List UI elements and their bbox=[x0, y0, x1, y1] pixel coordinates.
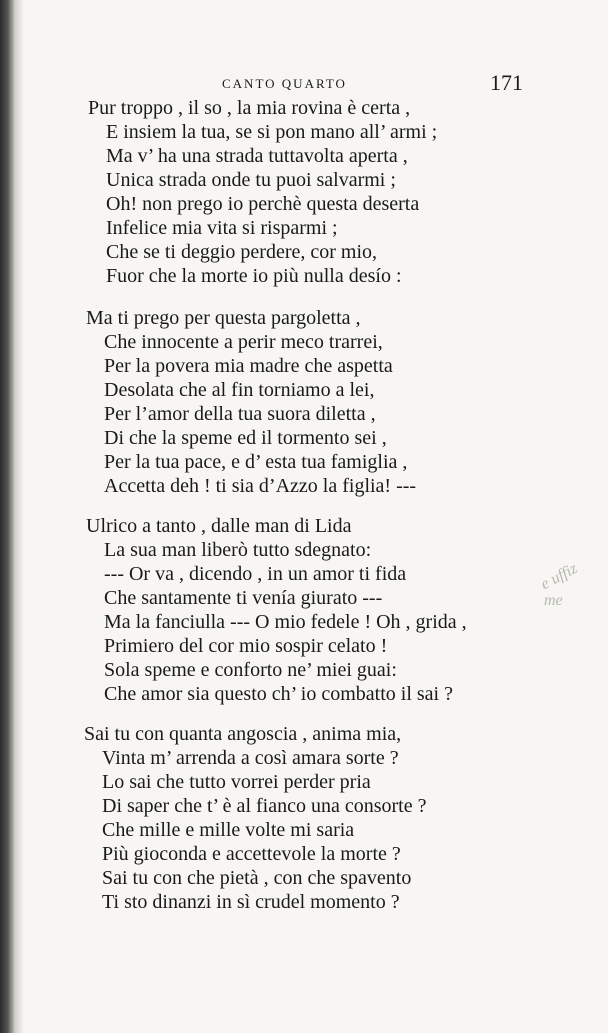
verse-line: Sai tu con quanta angoscia , anima mia, bbox=[84, 723, 402, 745]
verse-line: Ulrico a tanto , dalle man di Lida bbox=[86, 515, 352, 537]
verse-line: Di che la speme ed il tormento sei , bbox=[104, 427, 387, 449]
verse-line: Di saper che t’ è al fianco una consorte ? bbox=[102, 795, 427, 817]
verse-line: Primiero del cor mio sospir celato ! bbox=[104, 635, 388, 657]
verse-line: Che amor sia questo ch’ io combatto il sai ? bbox=[104, 683, 453, 705]
verse-line: Che santamente ti venía giurato --- bbox=[104, 587, 383, 609]
verse-line: Pur troppo , il so , la mia rovina è certa , bbox=[88, 97, 411, 119]
verse-line: Ma v’ ha una strada tuttavolta aperta , bbox=[106, 145, 408, 167]
verse-line: Che innocente a perir meco trarrei, bbox=[104, 331, 383, 353]
verse-line: --- Or va , dicendo , in un amor ti fida bbox=[104, 563, 407, 585]
page-number: 171 bbox=[490, 70, 523, 95]
verse-line: Per la tua pace, e d’ esta tua famiglia , bbox=[104, 451, 408, 473]
verse-line: Vinta m’ arrenda a così amara sorte ? bbox=[102, 747, 399, 769]
margin-note-1: e uffiz bbox=[538, 559, 581, 594]
book-spine-shadow bbox=[0, 0, 14, 1033]
verse-line: Sai tu con che pietà , con che spavento bbox=[102, 867, 412, 889]
verse-line: Oh! non prego io perchè questa deserta bbox=[106, 193, 420, 215]
verse-line: E insiem la tua, se si pon mano all’ armi ; bbox=[106, 121, 438, 143]
verse-line: Per l’amor della tua suora diletta , bbox=[104, 403, 376, 425]
verse-line: Che mille e mille volte mi saria bbox=[102, 819, 355, 841]
verse-line: La sua man liberò tutto sdegnato: bbox=[104, 539, 372, 561]
verse-line: Più gioconda e accettevole la morte ? bbox=[102, 843, 401, 865]
verse-line: Per la povera mia madre che aspetta bbox=[104, 355, 393, 377]
verse-line: Ma ti prego per questa pargoletta , bbox=[86, 307, 361, 329]
verse-line: Desolata che al fin torniamo a lei, bbox=[104, 379, 375, 401]
verse-line: Accetta deh ! ti sia d’Azzo la figlia! --- bbox=[104, 475, 417, 497]
verse-line: Ti sto dinanzi in sì crudel momento ? bbox=[102, 891, 400, 913]
running-title: CANTO QUARTO bbox=[222, 76, 347, 91]
verse-line: Infelice mia vita si risparmi ; bbox=[106, 217, 338, 239]
margin-note-2: me bbox=[544, 592, 563, 609]
verse-line: Ma la fanciulla --- O mio fedele ! Oh , grida , bbox=[104, 611, 467, 633]
verse-line: Che se ti deggio perdere, cor mio, bbox=[106, 241, 378, 263]
verse-line: Unica strada onde tu puoi salvarmi ; bbox=[106, 169, 396, 191]
verse-line: Lo sai che tutto vorrei perder pria bbox=[102, 771, 371, 793]
verse-line: Fuor che la morte io più nulla desío : bbox=[106, 265, 402, 287]
page-header bbox=[0, 70, 608, 98]
verse-line: Sola speme e conforto ne’ miei guai: bbox=[104, 659, 397, 681]
book-gutter-fade bbox=[14, 0, 24, 1033]
